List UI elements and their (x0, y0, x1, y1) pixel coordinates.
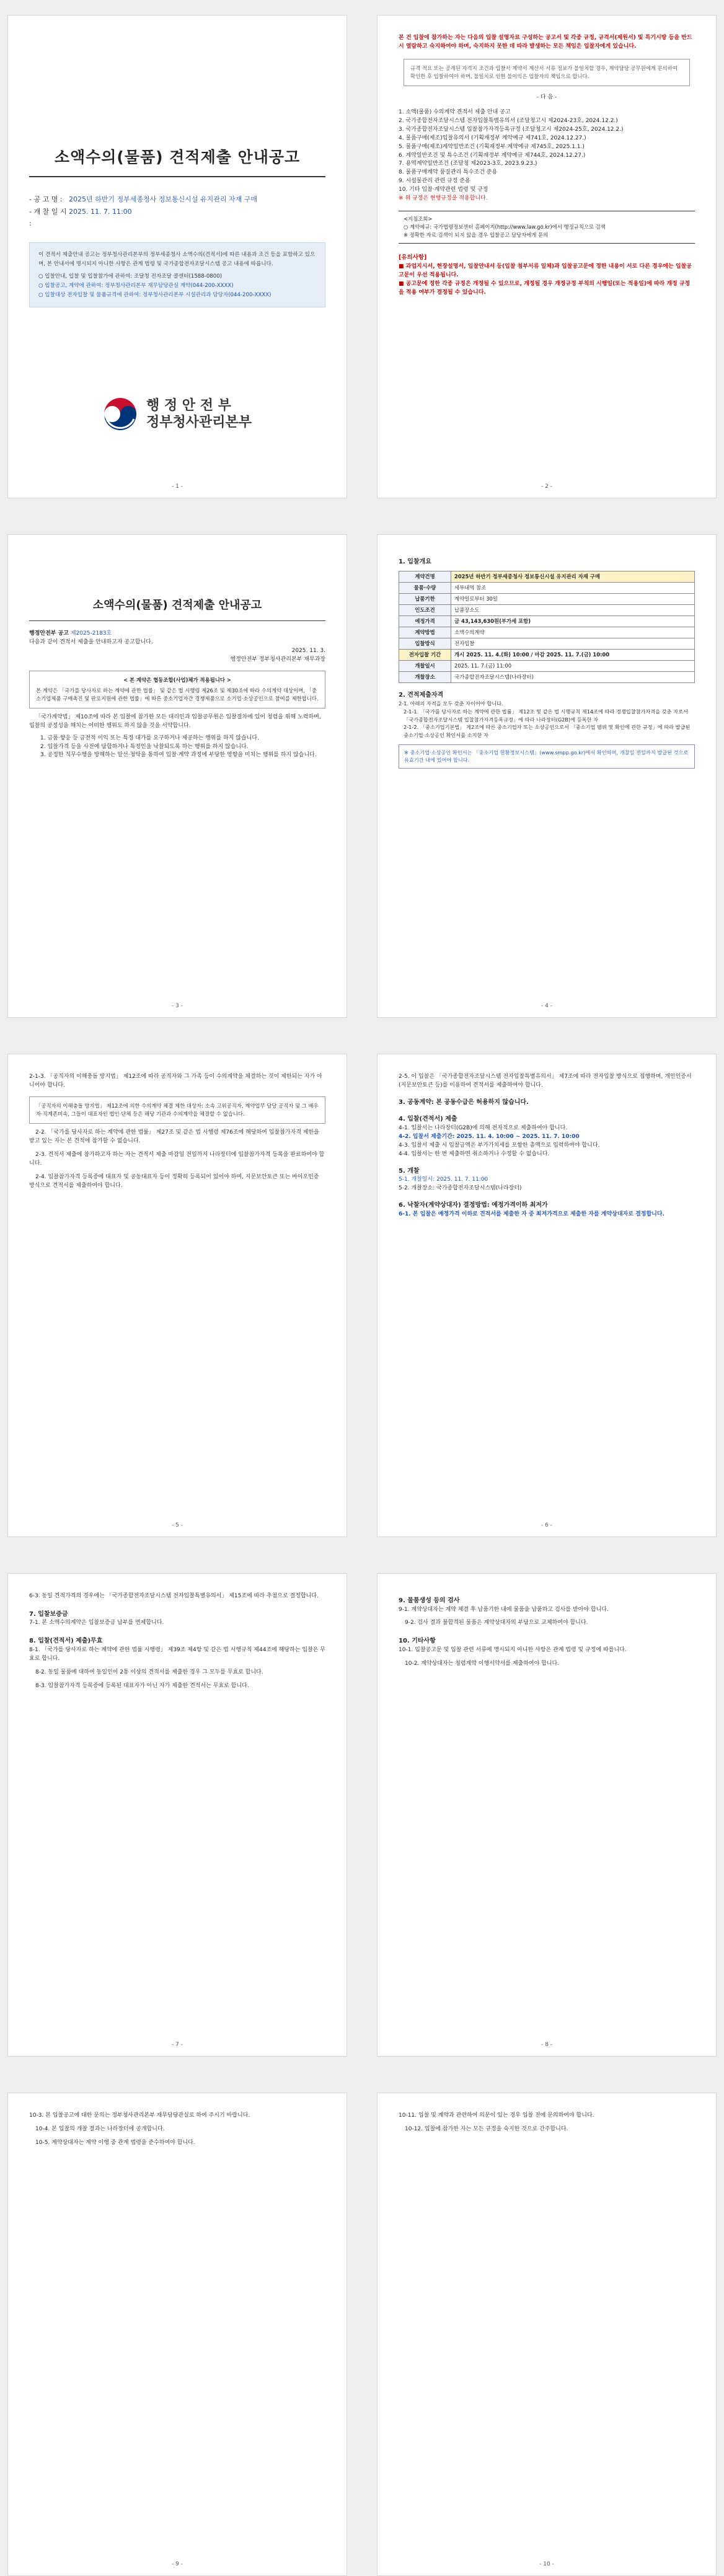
notice-name-key: - 공 고 명 : (29, 195, 63, 203)
integrity-list (40, 734, 325, 761)
ministry-logo (8, 397, 347, 431)
integrity-item: 3. 공정한 직무수행을 방해하는 알선·청탁을 통하여 입찰·계약 과정에 부당한 영향을 미치는 행위를 하지 않습니다. (40, 752, 317, 759)
page-7 (7, 1573, 347, 2057)
caution-item: ■ 과업지시서, 현장설명서, 입찰안내서 등(입찰 첨부서류 일체)과 입찰공고문에 정한 내용이 서로 다른 경우에는 입찰공고문이 우선 적용됩니다. (399, 263, 692, 278)
section-title: 2. 견적제출자격 (399, 691, 444, 699)
page-4 (377, 534, 717, 1018)
lead-paragraph: 본 건 입찰에 참가하는 자는 다음의 입찰 설명자료 구성하는 공고서 및 각종 규정, 규격서(제원서) 및 특기시방 등을 반드시 열람하고 숙지하여야 하며, 숙지하지 못한 데 따라 발생하는 모든 책임은 입찰자에게 있습니다. (399, 35, 692, 50)
body-paragraph: 8-3. 입찰참가자격 등록증에 등록된 대표자가 아닌 자가 제출한 견적서는 무효로 합니다. (35, 1682, 249, 1689)
table-row (399, 604, 695, 615)
body-paragraph: 4-4. 입찰서는 한 번 제출하면 취소하거나 수정할 수 없습니다. (399, 1150, 550, 1157)
table-row (399, 638, 695, 649)
page-number: - 1 - (172, 483, 183, 490)
org-name (146, 397, 252, 431)
page-number: - 2 - (541, 483, 552, 490)
notice-date: 2025. 11. 3. (291, 647, 325, 654)
notice-number (29, 630, 325, 638)
body-paragraph: 6-3. 동일 견적가격의 경우에는 「국가종합전자조달시스템 전자입찰특별유의서」 제15조에 따라 추첨으로 결정합니다. (29, 1593, 319, 1599)
frame-box (29, 671, 325, 708)
notice-number-key: 행정안전부 공고 (29, 630, 69, 637)
note-box: 규격 적요 또는 공개된 자격지 조건과 입찰서 계약서 계산서 서류 정보가 불일치할 경우, 계약담당 공무원에게 문의하여 확인한 후 입찰하여야 하며, 불일치로 인한 불이익은 입찰자의 책임으로 합니다. (404, 59, 690, 86)
cover-title: 소액수의(물품) 견적제출 안내공고 (29, 146, 325, 177)
law-item: 7. 용역계약일반조건 (조달청 제2023-3호, 2023.9.23.) (399, 161, 537, 167)
cover-info-box (29, 242, 325, 307)
table-value: 계약일로부터 30일 (451, 593, 695, 604)
table-value: 세부내역 참조 (451, 582, 695, 593)
section-title: 4. 입찰(견적서) 제출 (399, 1116, 457, 1123)
page-number: - 4 - (541, 1003, 552, 1010)
table-value: 금 43,143,630원(부가세 포함) (451, 615, 695, 627)
page-number: - 5 - (172, 1522, 183, 1529)
org-name-line-1: 행 정 안 전 부 (146, 397, 231, 413)
notice-lead: 다음과 같이 견적서 제출을 안내하고자 공고합니다. (29, 638, 153, 645)
table-value: 2025. 11. 7.(금) 11:00 (451, 660, 695, 671)
integrity-item: 2. 입찰가격 등을 사전에 담합하거나 특정인을 낙찰되도록 하는 행위를 하지 않습니다. (40, 743, 249, 750)
table-value: 2025년 하반기 정부세종청사 정보통신시설 유지관리 자재 구매 (451, 571, 695, 582)
table-row (399, 660, 695, 671)
section-title: 8. 입찰(견적서) 제출)무효 (29, 1638, 103, 1645)
table-key: 개찰장소 (399, 671, 451, 682)
body-paragraph: 9-1. 계약상대자는 계약 체결 후 납품기한 내에 물품을 납품하고 검사를 받아야 합니다. (399, 1606, 609, 1613)
body-paragraph: 4-1. 입찰서는 나라장터(G2B)에 의해 전자적으로 제출하여야 합니다. (399, 1124, 568, 1131)
reference-box (399, 211, 695, 244)
law-item: 9. 시설물관리 관련 규정 준용 (399, 178, 470, 185)
page-number: - 6 - (541, 1522, 552, 1529)
page-number: - 3 - (172, 1003, 183, 1010)
table-key: 전자입찰 기간 (399, 649, 451, 660)
body-paragraph: 4-3. 입찰서 제출 시 입찰금액은 부가가치세를 포함한 총액으로 입력하여야 합니다. (399, 1142, 600, 1149)
section-title: 5. 개찰 (399, 1167, 420, 1175)
qualification-item: 2-1-1. 「국가를 당사자로 하는 계약에 관한 법률」 제12조 및 같은 법 시행규칙 제14조에 따라 경쟁입찰참가자격을 갖춘 자로서 「국가종합전자조달시스템 입찰참가자격등록규정」에 따라 나라장터(G2B)에 등록한 자 (404, 708, 688, 723)
body-paragraph: 9-2. 검사 결과 불합격된 물품은 계약상대자의 부담으로 교체하여야 합니다. (405, 1620, 588, 1626)
section-title: 10. 기타사항 (399, 1638, 436, 1645)
law-item: 6. 계약일반조건 및 특수조건 (기획재정부 계약예규 제744호, 2024.12.27.) (399, 152, 586, 159)
law-item: 2. 국가종합전자조달시스템 전자입찰특별유의서 (조달청고시 제2024-23호, 2024.12.2.) (399, 117, 618, 124)
section-title: 9. 물품생성 등의 검사 (399, 1597, 460, 1604)
table-key: 물품·수량 (399, 582, 451, 593)
conflict-box: 「공직자의 이해충돌 방지법」 제12조에 의한 수의계약 체결 제한 대상자: 소속 고위공직자, 계약업무 담당 공직자 및 그 배우자·직계존비속, 그들이 대표자인 법인·단체 등은 해당 기관과 수의계약을 체결할 수 없습니다. (29, 1096, 325, 1124)
law-item: 3. 국가종합전자조달시스템 입찰참가자격등록규정 (조달청고시 제2024-25호, 2024.12.2.) (399, 126, 624, 133)
body-paragraph: 10-3. 본 입찰공고에 대한 문의는 정부청사관리본부 재무담당관실로 하여 주시기 바랍니다. (29, 2112, 250, 2119)
body-paragraph: 7-1. 본 소액수의계약은 입찰보증금 납부를 면제합니다. (29, 1620, 164, 1626)
page-number: - 9 - (172, 2561, 183, 2568)
page-1 (7, 15, 347, 498)
page-number: - 8 - (541, 2042, 552, 2049)
table-value: 개시 2025. 11. 4.(화) 10:00 / 마감 2025. 11. 7.(금) 10:00 (451, 649, 695, 660)
law-item: 10. 기타 입찰·계약관련 법령 및 규정 (399, 187, 488, 193)
table-value: 전자입찰 (451, 638, 695, 649)
caution-item: ■ 공고문에 정한 각종 규정은 개정될 수 있으므로, 개정될 경우 개정규정 부칙의 시행일(또는 적용일)에 따라 개정 규정을 적용 여부가 결정될 수 있습니다. (399, 280, 691, 296)
caution-list (399, 263, 695, 298)
cover-meta (29, 193, 325, 230)
reference-title: <지침조회> (404, 216, 433, 223)
integrity-paragraph: 「국가계약법」 제10조에 따라 본 입찰에 참가한 모든 대리인과 입찰공무원은 입찰절차에 있어 청렴을 위해 노력하며, 입찰의 공정성을 해치는 어떠한 행위도 하지 않을 것을 서약합니다. (29, 713, 321, 729)
notice-name-value: 2025년 하반기 정부세종청사 정보통신시설 유지관리 자재 구매 (69, 195, 257, 203)
opening-date: 5-1. 개찰일시: 2025. 11. 7. 11:00 (399, 1176, 488, 1183)
body-paragraph: 10-12. 입찰에 참가한 자는 모든 규정을 숙지한 것으로 간주합니다. (405, 2125, 568, 2132)
page-6 (377, 1054, 717, 1537)
reference-line-2: ※ 정확한 자료 검색이 되지 않을 경우 입찰공고 담당자에게 문의 (404, 232, 549, 239)
table-row (399, 615, 695, 627)
caution-title: [유의사항] (399, 254, 427, 262)
law-list (399, 108, 695, 203)
notice-signatory: 행정안전부 정부청사관리본부 재무과장 (230, 656, 325, 663)
body-paragraph: 10-1. 입찰공고문 및 입찰 관련 서류에 명시되지 아니한 사항은 관계 법령 및 규정에 따릅니다. (399, 1646, 627, 1653)
table-value: 국가종합전자조달시스템(나라장터) (451, 671, 695, 682)
taegeuk-emblem-icon (103, 397, 138, 431)
page-number: - 7 - (172, 2042, 183, 2049)
table-value: 소액수의계약 (451, 627, 695, 638)
table-key: 개찰일시 (399, 660, 451, 671)
section-title: 3. 공동계약: 본 공동수급은 허용하지 않습니다. (399, 1098, 529, 1106)
notice-number-value: 제2025-2183호 (70, 630, 112, 637)
doc-title: 소액수의(물품) 견적제출 안내공고 (92, 599, 262, 612)
table-key: 예정가격 (399, 615, 451, 627)
cover-bullet-3: ○ 입찰대상 전자입찰 및 물품규격에 관하여: 정부청사관리본부 시설관리과 담당자(044-200-XXXX) (38, 291, 272, 298)
body-paragraph: 2-5. 이 입찰은 「국가종합전자조달시스템 전자입찰특별유의서」 제7조에 따라 전자입찰 방식으로 집행하며, 개인인증서(지문보안토큰 등)를 이용하여 견적서를 제출하여야 합니다. (399, 1074, 692, 1088)
title-divider (29, 620, 325, 621)
law-item: 8. 물품구매계약 품질관리 특수조건 준용 (399, 169, 498, 176)
body-paragraph: 8-1. 「국가를 당사자로 하는 계약에 관한 법률 시행령」 제39조 제4항 및 같은 법 시행규칙 제44조에 해당하는 입찰은 무효로 합니다. (29, 1646, 325, 1662)
qualification-item: 2-1-2. 「중소기업기본법」 제2조에 따른 중소기업자 또는 소상공인으로서 「중소기업 범위 및 확인에 관한 규정」에 따라 발급된 중소기업·소상공인 확인서를 소지한 자 (404, 724, 691, 738)
table-key: 계약건명 (399, 571, 451, 582)
body-paragraph: 2-4. 입찰참가자격 등록증에 대표자 및 공동대표자 등이 정확히 등록되어 있어야 하며, 지문보안토큰 또는 바이오인증 방식으로 견적서를 제출하여야 합니다. (29, 1173, 319, 1189)
page-number: - 10 - (539, 2561, 554, 2568)
opening-date-row (29, 206, 325, 231)
page-5 (7, 1054, 347, 1537)
page-10 (377, 2093, 717, 2576)
table-row (399, 627, 695, 638)
cover-bullet-2: ○ 입찰공고, 계약에 관하여: 정부청사관리본부 재무담당관실 계약(044-200-XXXX) (38, 282, 234, 289)
sme-note-box: ※ 중소기업·소상공인 확인서는 「중소기업 현황정보시스템」(www.smpp.go.kr)에서 확인하며, 개찰일 전일까지 발급된 것으로 유효기간 내에 있어야 합니다. (399, 744, 695, 769)
body-paragraph: 8-2. 동일 물품에 대하여 동일인이 2통 이상의 견적서를 제출한 경우 그 모두를 무효로 합니다. (35, 1669, 263, 1675)
overview-table (399, 571, 695, 683)
law-item: 5. 물품구매(제조)계약일반조건 (기획재정부 계약예규 제745호, 2025.1.1.) (399, 143, 585, 150)
page-2 (377, 15, 717, 498)
law-item: 1. 소액(물품) 수의계약 견적서 제출 안내 공고 (399, 108, 511, 115)
table-row (399, 571, 695, 582)
section-title: 7. 입찰보증금 (29, 1610, 68, 1618)
cover-intro: 이 견적서 제출안내 공고는 정부청사관리본부의 정부세종청사 소액수의(견적서)에 따른 내용과 조건 등을 포함하고 있으며, 본 안내서에 명시되지 아니한 사항은 관계 법령 및 국가종합전자조달시스템 공고 내용에 따릅니다. (38, 252, 316, 267)
opening-date-key: - 개 찰 일 시 : (29, 207, 67, 228)
law-note: ※ 위 규정은 현행규정을 적용합니다. (399, 195, 488, 202)
notice-name-row (29, 193, 325, 206)
submission-period: 4-2. 입찰서 제출기간: 2025. 11. 4. 10:00 ~ 2025. 11. 7. 10:00 (399, 1133, 580, 1140)
table-key: 입찰방식 (399, 638, 451, 649)
award-method: 6-1. 본 입찰은 예정가격 이하로 견적서를 제출한 자 중 최저가격으로 제출한 자를 계약상대자로 결정합니다. (399, 1211, 664, 1217)
body-paragraph: 10-2. 계약상대자는 청렴계약 이행서약서를 제출하여야 합니다. (405, 1660, 560, 1667)
page-9 (7, 2093, 347, 2576)
table-value: 납품장소도 (451, 604, 695, 615)
table-key: 계약방법 (399, 627, 451, 638)
reference-line-1: ○ 계약예규: 국가법령정보센터 홈페이지(http://www.law.go.kr)에서 행정규칙으로 검색 (404, 224, 606, 231)
integrity-item: 1. 금품·향응 등 금전적 이익 또는 특정 대가를 요구하거나 제공하는 행위를 하지 않습니다. (40, 734, 259, 741)
table-row (399, 593, 695, 604)
frame-caption: < 본 계약은 협동조합(사업)체가 적용됩니다 > (123, 676, 231, 683)
section-mark: - 다 음 - (536, 94, 557, 100)
body-paragraph: 10-4. 본 입찰의 개찰 결과는 나라장터에 공개합니다. (35, 2125, 165, 2132)
law-item: 4. 물품구매(제조)입찰유의서 (기획재정부 계약예규 제741호, 2024.12.27.) (399, 135, 586, 141)
qualification-item: 2-1. 아래의 자격을 모두 갖춘 자이어야 합니다. (399, 700, 503, 707)
org-name-line-2: 정부청사관리본부 (146, 415, 252, 430)
section-title: 1. 입찰개요 (399, 558, 431, 565)
table-row (399, 582, 695, 593)
body-paragraph: 10-5. 계약상대자는 계약 이행 중 관계 법령을 준수하여야 합니다. (35, 2139, 195, 2146)
body-paragraph: 2-2. 「국가를 당사자로 하는 계약에 관한 법률」 제27조 및 같은 법 시행령 제76조에 해당하여 입찰참가자격 제한을 받고 있는 자는 본 견적에 참가할 수 없습니다. (29, 1129, 319, 1144)
table-key: 인도조건 (399, 604, 451, 615)
page-8 (377, 1573, 717, 2057)
body-paragraph: 10-11. 입찰 및 계약과 관련하여 의문이 있는 경우 입찰 전에 문의하여야 합니다. (399, 2112, 594, 2119)
page-3 (7, 534, 347, 1018)
table-row (399, 649, 695, 660)
opening-place: 5-2. 개찰장소: 국가종합전자조달시스템(나라장터) (399, 1185, 522, 1192)
table-row (399, 671, 695, 682)
frame-text: 본 계약은 「국가를 당사자로 하는 계약에 관한 법률」 및 같은 법 시행령 제26조 및 제30조에 따라 수의계약 대상이며, 「중소기업제품 구매촉진 및 판로지원에 관한 법률」에 따른 중소기업자간 경쟁제품으로 소기업·소상공인으로 참여를 제한합니다. (36, 687, 319, 702)
section-title: 6. 낙찰자(계약상대자) 결정방법: 예정가격이하 최저가 (399, 1202, 548, 1209)
table-key: 납품기한 (399, 593, 451, 604)
body-paragraph: 2-3. 견적서 제출에 참가하고자 하는 자는 견적서 제출 마감일 전일까지 나라장터에 입찰참가자격 등록을 완료하여야 합니다. (29, 1151, 325, 1167)
body-paragraph: 2-1-3. 「공직자의 이해충돌 방지법」 제12조에 따라 공직자와 그 가족 등이 수의계약을 체결하는 것이 제한되는 자가 아니어야 합니다. (29, 1074, 322, 1088)
opening-date-value: 2025. 11. 7. 11:00 (69, 207, 132, 216)
cover-bullet-1: ○ 입찰안내, 입찰 및 입찰참가에 관하여: 조달청 전자조달 콜센터(1588-0800) (38, 273, 223, 280)
